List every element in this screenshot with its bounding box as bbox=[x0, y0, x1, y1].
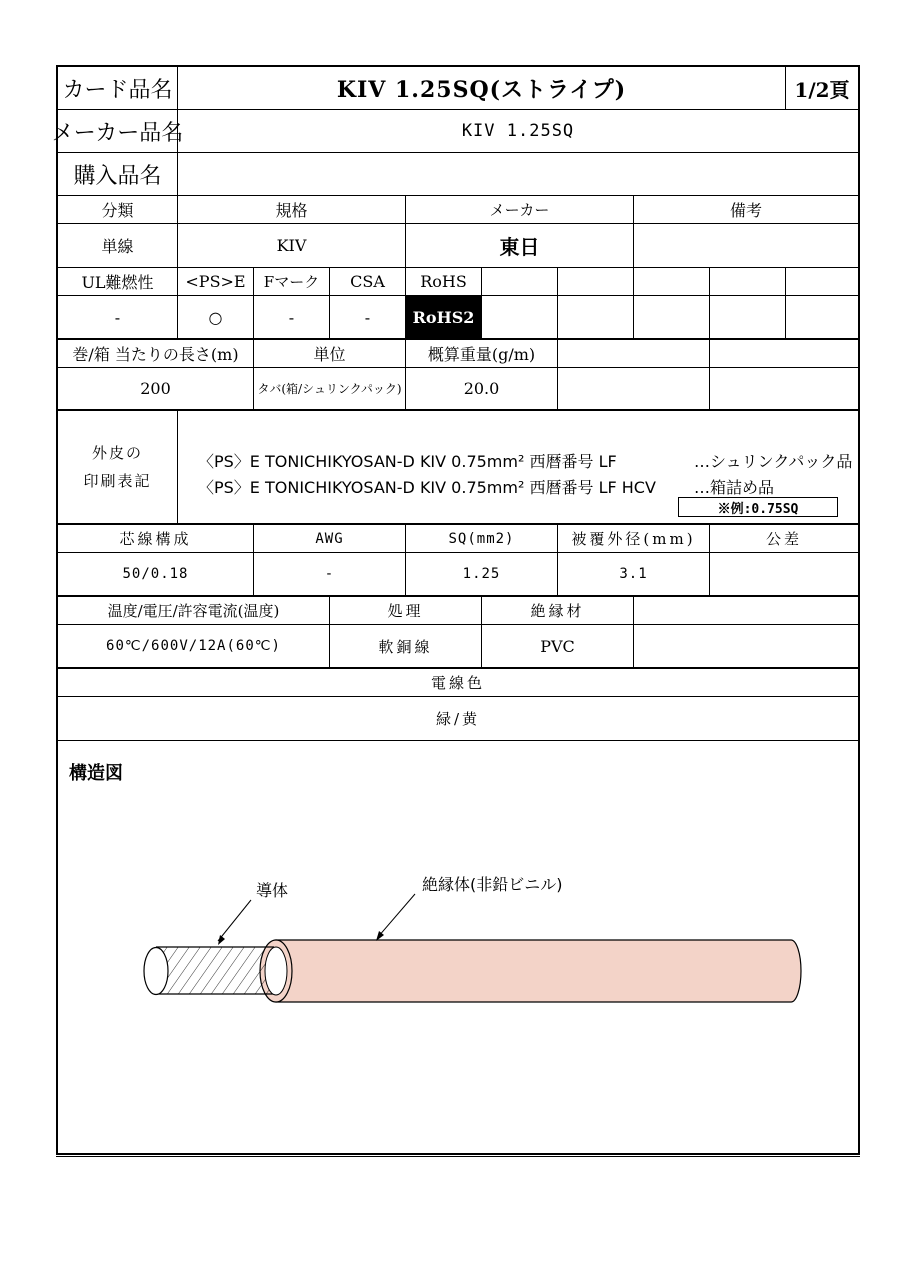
class-header-maker: メーカー bbox=[406, 196, 634, 224]
print-note-shrink: …シュリンクパック品 bbox=[694, 452, 853, 471]
maker-name-value: KIV 1.25SQ bbox=[178, 110, 858, 153]
conductor-leader bbox=[218, 900, 251, 941]
rating-header-insulation: 絶縁材 bbox=[482, 597, 634, 625]
cond-header-awg: AWG bbox=[254, 525, 406, 553]
class-category-value: 単線 bbox=[58, 224, 178, 268]
print-line-shrink: 〈PS〉E TONICHIKYOSAN-D KIV 0.75mm² 西暦番号 LF bbox=[198, 452, 617, 471]
cond-header-tolerance: 公差 bbox=[710, 525, 858, 553]
wire-color-value: 緑/黄 bbox=[58, 697, 858, 741]
packing-header-weight: 概算重量(g/m) bbox=[406, 340, 558, 368]
cond-awg-value: - bbox=[254, 553, 406, 597]
cert-header-fmark: Fマーク bbox=[254, 268, 330, 296]
rating-header-treatment: 処理 bbox=[330, 597, 482, 625]
cond-header-diameter: 被覆外径(mm) bbox=[558, 525, 710, 553]
cert-header-rohs: RoHS bbox=[406, 268, 482, 296]
print-note-box: …箱詰め品 bbox=[694, 478, 775, 497]
print-line-box: 〈PS〉E TONICHIKYOSAN-D KIV 0.75mm² 西暦番号 LF HCV bbox=[198, 478, 656, 497]
cable-structure-drawing bbox=[58, 67, 858, 1087]
cond-header-strand: 芯線構成 bbox=[58, 525, 254, 553]
cert-fmark-value: - bbox=[254, 296, 330, 340]
print-label-line2: 印刷表記 bbox=[83, 472, 152, 490]
bottom-rule bbox=[56, 1156, 860, 1157]
conductor-arrow bbox=[218, 935, 225, 945]
class-standard-value: KIV bbox=[178, 224, 406, 268]
conductor-body bbox=[156, 947, 274, 994]
cond-strand-value: 50/0.18 bbox=[58, 553, 254, 597]
packing-header-length: 巻/箱 当たりの長さ(m) bbox=[58, 340, 254, 368]
conductor-label: 導体 bbox=[256, 881, 289, 900]
conductor-inner-end bbox=[265, 947, 287, 995]
wire-color-label: 電線色 bbox=[58, 669, 858, 697]
packing-unit-value: タバ(箱/シュリンクパック) bbox=[254, 368, 406, 411]
rating-treatment-value: 軟銅線 bbox=[330, 625, 482, 669]
page-number: 1/2頁 bbox=[786, 67, 858, 110]
packing-header-unit: 単位 bbox=[254, 340, 406, 368]
structure-title: 構造図 bbox=[69, 763, 123, 784]
cert-pse-value: ○ bbox=[178, 296, 254, 340]
class-header-remarks: 備考 bbox=[634, 196, 858, 224]
purchase-name-label: 購入品名 bbox=[58, 153, 178, 196]
cert-header-pse: <PS>E bbox=[178, 268, 254, 296]
class-header-category: 分類 bbox=[58, 196, 178, 224]
insulation-label: 絶縁体(非鉛ビニル) bbox=[422, 875, 563, 894]
conductor-end-face bbox=[144, 948, 168, 995]
cert-header-csa: CSA bbox=[330, 268, 406, 296]
class-maker-value: 東日 bbox=[406, 224, 634, 268]
product-title: KIV 1.25SQ(ストライプ) bbox=[178, 67, 786, 110]
cond-sq-value: 1.25 bbox=[406, 553, 558, 597]
packing-length-value: 200 bbox=[58, 368, 254, 411]
rating-header-temp-voltage: 温度/電圧/許容電流(温度) bbox=[58, 597, 330, 625]
packing-weight-value: 20.0 bbox=[406, 368, 558, 411]
print-example-box: ※例:0.75SQ bbox=[678, 497, 838, 517]
insulation-leader bbox=[378, 894, 415, 937]
cert-header-ul: UL難燃性 bbox=[58, 268, 178, 296]
rating-temp-voltage-value: 60℃/600V/12A(60℃) bbox=[58, 625, 330, 669]
cert-ul-value: - bbox=[58, 296, 178, 340]
insulation-sheath bbox=[276, 940, 801, 1002]
card-name-label: カード品名 bbox=[58, 67, 178, 110]
rohs2-badge: RoHS2 bbox=[406, 296, 482, 340]
maker-name-label: メーカー品名 bbox=[58, 110, 178, 153]
spec-sheet bbox=[51, 65, 860, 1155]
class-header-standard: 規格 bbox=[178, 196, 406, 224]
cert-csa-value: - bbox=[330, 296, 406, 340]
rating-insulation-value: PVC bbox=[482, 625, 634, 669]
print-label-line1: 外皮の bbox=[91, 444, 143, 462]
cond-diameter-value: 3.1 bbox=[558, 553, 710, 597]
cond-header-sq: SQ(mm2) bbox=[406, 525, 558, 553]
